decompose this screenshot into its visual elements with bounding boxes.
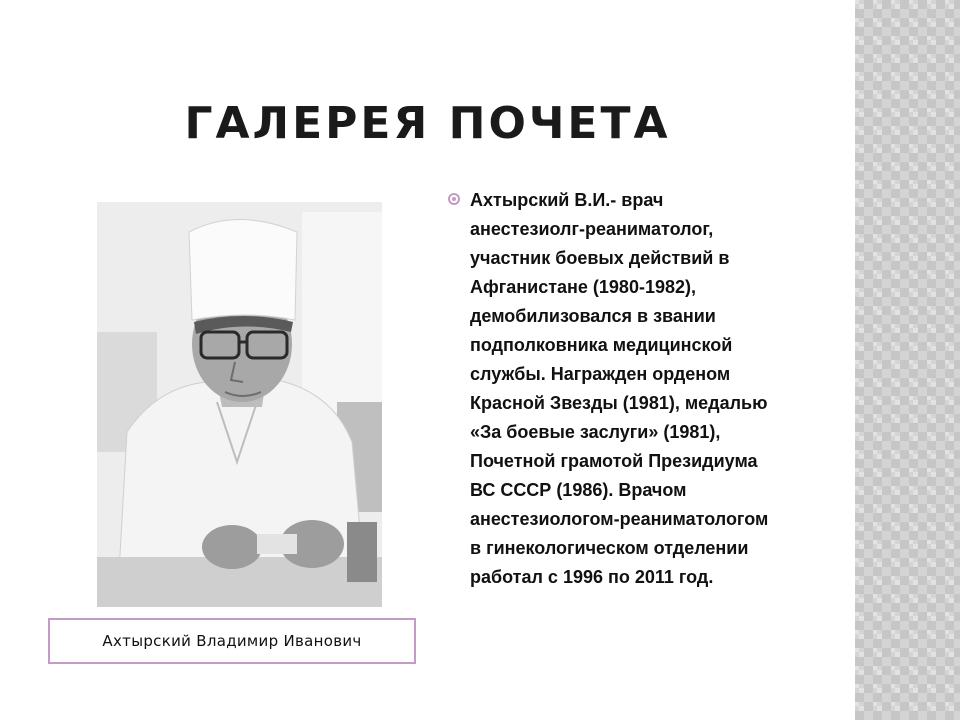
photo-caption: Ахтырский Владимир Иванович <box>102 632 362 650</box>
photo-caption-box <box>48 618 416 664</box>
slide-title: ГАЛЕРЕЯ ПОЧЕТА <box>184 98 671 149</box>
radio-bullet-icon <box>448 193 460 205</box>
biography-block <box>448 186 808 592</box>
portrait-photo <box>97 202 382 607</box>
decorative-side-pattern <box>855 0 960 720</box>
biography-text: Ахтырский В.И.- врач анестезиолг-реаниматолог, участник боевых действий в Афганистане (1980-1982), демобилизовался в звании подполковника медицинской службы. Награжден орденом Красной Звезды (1981), медалью «За боевые заслуги» (1981), Почетной грамотой Президиума ВС СССР (1986). Врачом анестезиологом-реаниматологом в гинекологическом отделении работал с 1996 по 2011 год. <box>470 190 769 587</box>
